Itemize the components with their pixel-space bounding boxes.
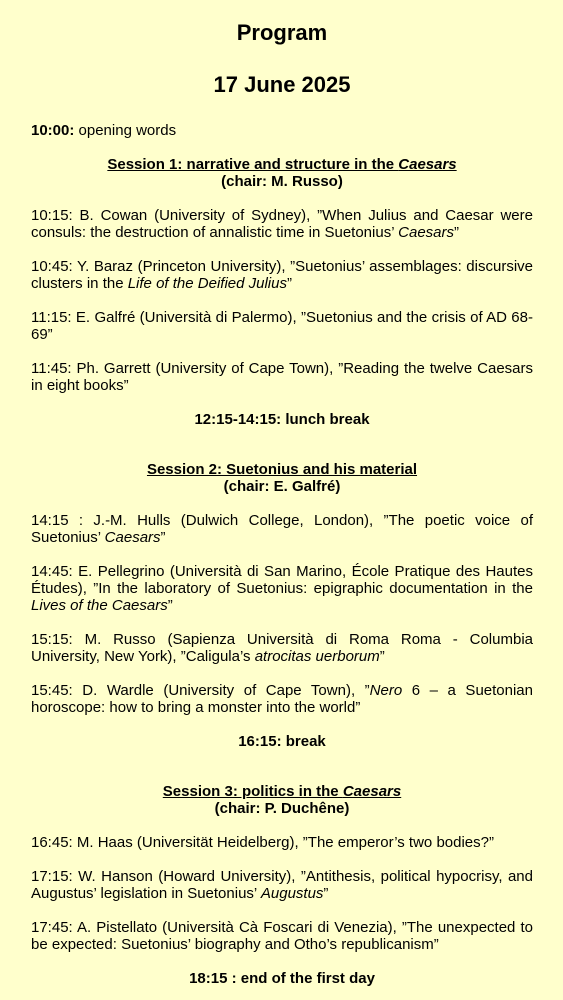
session-3-heading [31,783,533,817]
program-date: 17 June 2025 [213,72,351,97]
talk-item: 10:15: B. Cowan (University of Sydney), ”When Julius and Caesar were consuls: the destruction of annalistic time in Suetonius’ Caesars” [31,207,533,241]
talk-item: 17:15: W. Hanson (Howard University), ”Antithesis, political hypocrisy, and Augustus’ legislation in Suetonius’ Augustus” [31,868,533,902]
lunch-break: 12:15-14:15: lunch break [194,411,370,428]
session-2-heading [31,461,533,495]
session-1-heading [31,156,533,190]
talk-item: 14:45: E. Pellegrino (Università di San Marino, École Pratique des Hautes Études), ”In the laboratory of Suetonius: epigraphic documentation in the Lives of the Caesars” [31,563,533,614]
session-3-title: Session 3: politics in the Caesars [162,783,402,800]
session-1-title: Session 1: narrative and structure in the Caesars [107,156,457,173]
afternoon-break: 16:15: break [238,733,326,750]
page-title: Program [236,20,328,45]
talk-item: 17:45: A. Pistellato (Università Cà Foscari di Venezia), ”The unexpected to be expected: Suetonius’ biography and Otho’s republicanism” [31,919,533,953]
opening-item [31,122,533,139]
talk-item: 16:45: M. Haas (Universität Heidelberg), ”The emperor’s two bodies?” [31,834,494,851]
talk-item: 14:15 : J.-M. Hulls (Dulwich College, London), ”The poetic voice of Suetonius’ Caesars” [31,512,533,546]
opening-time: 10:00: [31,122,75,139]
end-of-day: 18:15 : end of the first day [189,970,375,987]
session-1-chair: (chair: M. Russo) [221,173,343,190]
talk-item: 15:15: M. Russo (Sapienza Università di Roma Roma - Columbia University, New York), ”Caligula’s atrocitas uerborum” [31,631,533,665]
session-2-title: Session 2: Suetonius and his material [146,461,418,478]
talk-item: 11:45: Ph. Garrett (University of Cape Town), ”Reading the twelve Caesars in eight books” [31,360,533,394]
opening-text: opening words [74,122,177,139]
talk-item: 10:45: Y. Baraz (Princeton University), ”Suetonius’ assemblages: discursive clusters in the Life of the Deified Julius” [31,258,533,292]
talk-item: 15:45: D. Wardle (University of Cape Town), ”Nero 6 – a Suetonian horoscope: how to bring a monster into the world” [31,682,533,716]
session-3-chair: (chair: P. Duchêne) [214,800,350,817]
talk-item: 11:15: E. Galfré (Università di Palermo), ”Suetonius and the crisis of AD 68-69” [31,309,533,343]
session-2-chair: (chair: E. Galfré) [223,478,341,495]
